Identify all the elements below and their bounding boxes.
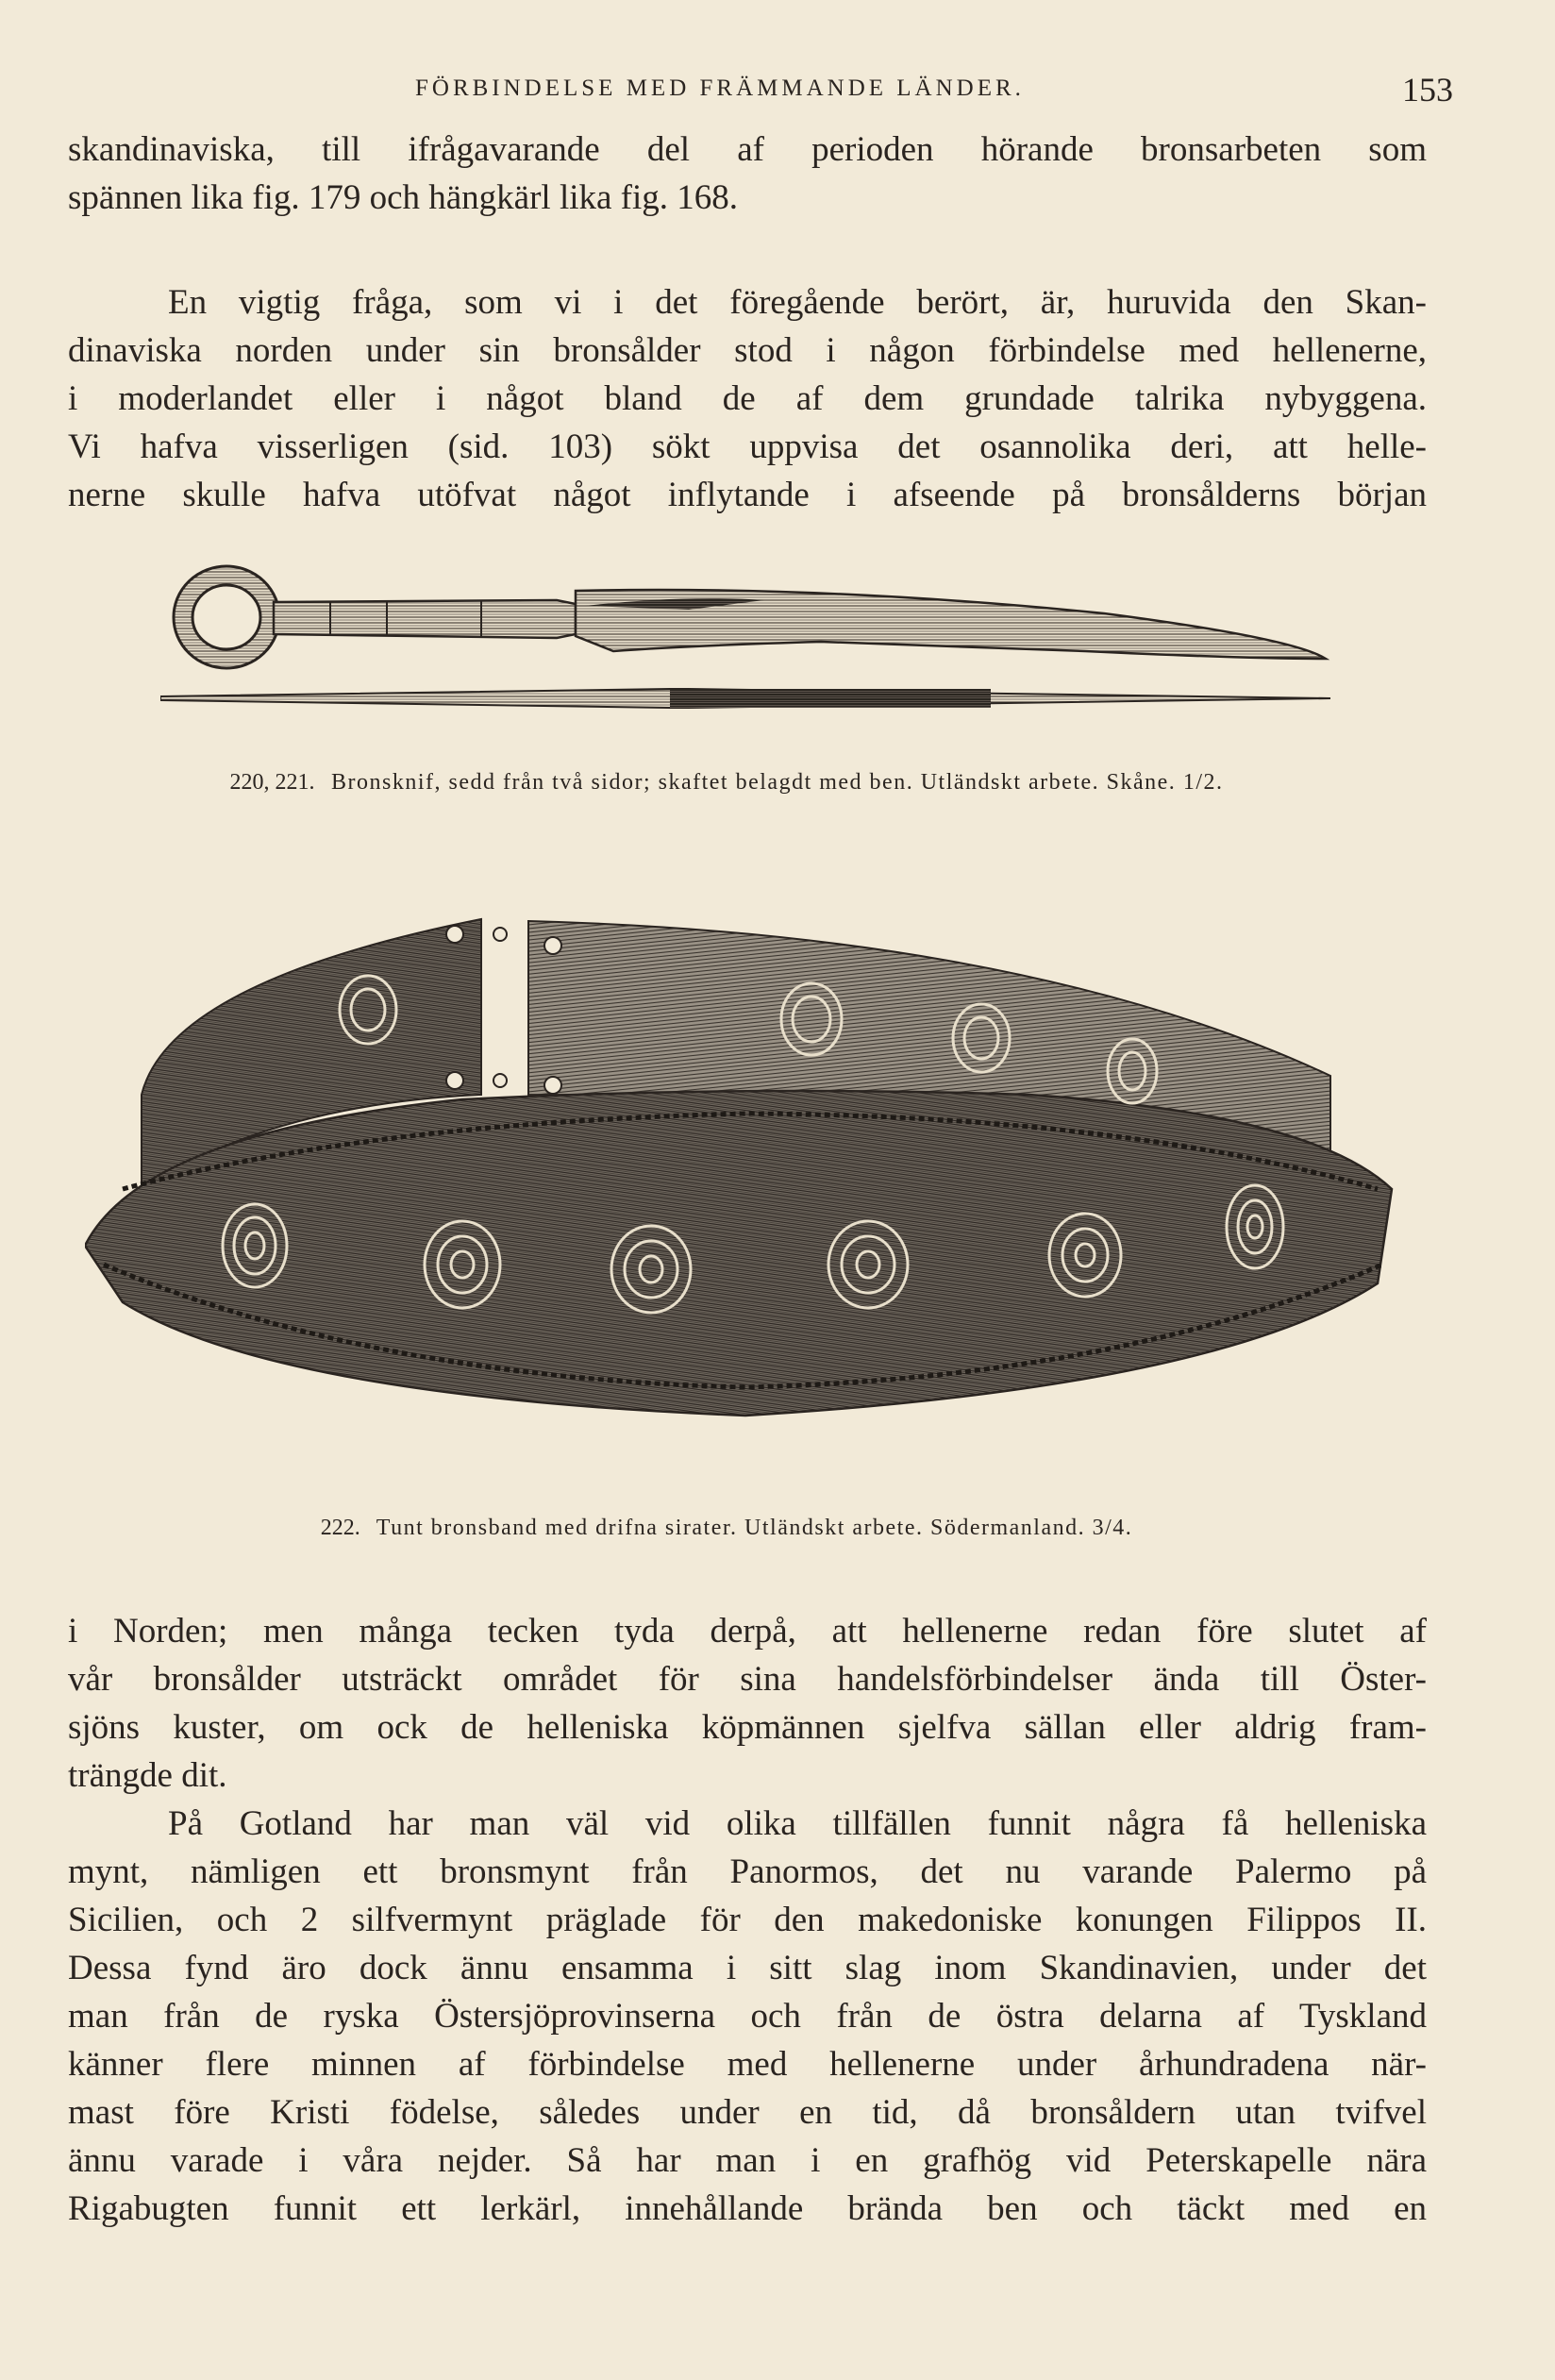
text-line: Dessa fynd äro dock ännu ensamma i sitt slag inom Skandinavien, under det <box>68 1949 1427 1987</box>
paragraph-gotland <box>68 1607 1427 2233</box>
text-line: ännu varade i våra nejder. Så har man i en grafhög vid Peterskapelle nära <box>68 2141 1427 2180</box>
text-line: vår bronsålder utsträckt området för sina handelsförbindelser ända till Öster- <box>68 1660 1427 1699</box>
figure-caption-knife <box>142 766 1312 798</box>
text-line: På Gotland har man väl vid olika tillfällen funnit några få helleniska <box>168 1804 1427 1843</box>
text-line: skandinaviska, till ifrågavarande del af perioden hörande bronsarbeten som <box>68 130 1427 169</box>
paragraph-hellenes <box>68 278 1427 519</box>
text-line: mast före Kristi födelse, således under en tid, då bronsåldern utan tvifvel <box>68 2093 1427 2132</box>
text-line: Sicilien, och 2 silfvermynt präglade för den makedoniske konungen Filippos II. <box>68 1901 1427 1939</box>
text-line: man från de ryska Östersjöprovinserna och från de östra delarna af Tyskland <box>68 1997 1427 2036</box>
caption-text: Tunt bronsband med drifna sirater. Utländskt arbete. Södermanland. <box>376 1516 1086 1540</box>
caption-scale: 1/2. <box>1182 770 1224 795</box>
caption-scale: 3/4. <box>1092 1516 1133 1540</box>
bronze-knife-illustration <box>160 547 1340 736</box>
caption-number: 220, 221. <box>229 770 315 795</box>
knife-edge-view <box>160 689 1330 708</box>
text-line: Vi hafva visserligen (sid. 103) sökt uppvisa det osannolika deri, att helle- <box>68 427 1427 466</box>
text-line: Rigabugten funnit ett lerkärl, innehållande brända ben och täckt med en <box>68 2189 1427 2228</box>
text-line: i moderlandet eller i något bland de af dem grundade talrika nybyggena. <box>68 379 1427 418</box>
page-header <box>57 70 1453 108</box>
caption-number: 222. <box>320 1516 360 1540</box>
bronze-band-illustration <box>85 906 1396 1472</box>
knife-side-view <box>174 566 1326 668</box>
text-line: sjöns kuster, om ock de helleniska köpmännen sjelfva sällan eller aldrig fram- <box>68 1708 1427 1747</box>
text-line: spännen lika fig. 179 och hängkärl lika fig. 168. <box>68 178 739 217</box>
page-number: 153 <box>1402 71 1453 109</box>
text-line: En vigtig fråga, som vi i det föregående berört, är, huruvida den Skan- <box>168 283 1427 322</box>
text-line: i Norden; men många tecken tyda derpå, att hellenerne redan före slutet af <box>68 1612 1427 1651</box>
caption-text: Bronsknif, sedd från två sidor; skaftet belagdt med ben. Utländskt arbete. Skåne. <box>331 770 1177 795</box>
figure-caption-band <box>142 1512 1312 1544</box>
text-line: dinaviska norden under sin bronsålder stod i någon förbindelse med hellenerne, <box>68 331 1427 370</box>
text-line: mynt, nämligen ett bronsmynt från Panormos, det nu varande Palermo på <box>68 1852 1427 1891</box>
text-line: nerne skulle hafva utöfvat något inflytande i afseende på bronsålderns början <box>68 476 1427 514</box>
text-line: trängde dit. <box>68 1756 227 1795</box>
text-line: känner flere minnen af förbindelse med hellenerne under århundradena när- <box>68 2045 1427 2084</box>
paragraph-continuation <box>68 126 1427 222</box>
running-title: FÖRBINDELSE MED FRÄMMANDE LÄNDER. <box>415 75 1025 101</box>
